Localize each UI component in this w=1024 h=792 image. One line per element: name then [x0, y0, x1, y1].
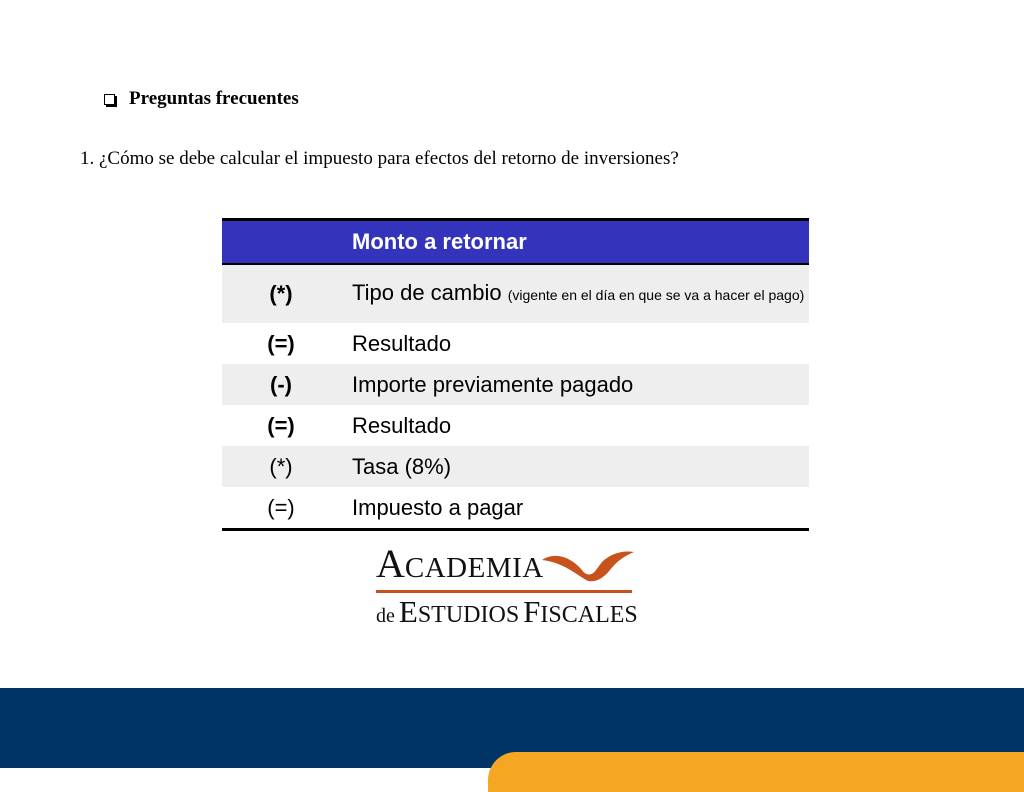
row-label: Resultado	[340, 323, 809, 364]
row-label-main: Tipo de cambio	[352, 280, 502, 305]
footer-accent	[488, 752, 1024, 792]
table-row	[222, 323, 809, 364]
row-operator: (-)	[222, 364, 340, 405]
table-row	[222, 264, 809, 323]
table-row	[222, 487, 809, 530]
table-header-op	[222, 220, 340, 265]
heading-text: Preguntas frecuentes	[129, 88, 299, 109]
calculation-table	[222, 218, 809, 531]
table-row	[222, 446, 809, 487]
row-operator: (*)	[222, 446, 340, 487]
bird-icon	[540, 546, 636, 586]
row-operator: (=)	[222, 487, 340, 530]
row-label: Tasa (8%)	[340, 446, 809, 487]
table-header-row	[222, 220, 809, 265]
row-label: Resultado	[340, 405, 809, 446]
row-label	[340, 264, 809, 323]
table-row	[222, 364, 809, 405]
row-operator: (=)	[222, 323, 340, 364]
checkbox-bullet-icon	[104, 94, 115, 105]
logo-line2: de ESTUDIOS FISCALES	[376, 594, 638, 629]
row-label: Importe previamente pagado	[340, 364, 809, 405]
logo-line1: ACADEMIA	[376, 541, 544, 586]
row-operator: (*)	[222, 264, 340, 323]
row-operator: (=)	[222, 405, 340, 446]
table-row	[222, 405, 809, 446]
table-header-label: Monto a retornar	[340, 220, 809, 265]
row-label: Impuesto a pagar	[340, 487, 809, 530]
row-label-note: (vigente en el día en que se va a hacer el pago)	[507, 287, 805, 303]
question-text: 1. ¿Cómo se debe calcular el impuesto para efectos del retorno de inversiones?	[80, 148, 679, 169]
academia-logo	[376, 538, 636, 630]
logo-rule	[376, 590, 632, 593]
section-heading	[104, 88, 299, 110]
